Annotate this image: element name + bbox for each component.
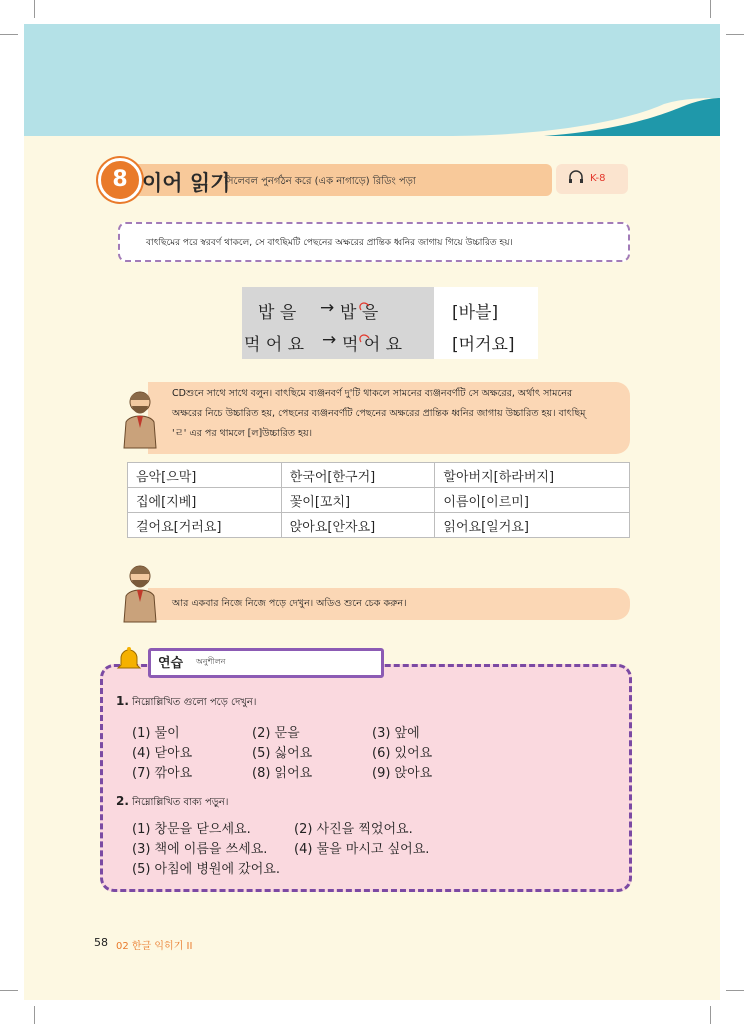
crop-mark bbox=[726, 990, 744, 991]
headphones-icon bbox=[568, 170, 584, 184]
practice-item: (6) 있어요 bbox=[372, 746, 433, 761]
practice-sentence: (1) 창문을 닫으세요. bbox=[132, 822, 251, 837]
bell-icon bbox=[116, 646, 142, 672]
practice-item: (4) 닫아요 bbox=[132, 746, 193, 761]
teacher-icon bbox=[118, 388, 162, 450]
question-prompt: নিম্নোল্লিখিত বাক্য পড়ুন। bbox=[132, 797, 229, 808]
link-arrow-icon bbox=[355, 296, 375, 354]
example-pronunciation: [바블] bbox=[452, 303, 499, 323]
practice-item: (1) 물이 bbox=[132, 726, 180, 741]
crop-mark bbox=[0, 990, 18, 991]
table-row bbox=[128, 513, 630, 538]
practice-sentence: (4) 물을 마시고 싶어요. bbox=[294, 842, 430, 857]
vocab-cell: 앉아요[안자요] bbox=[281, 513, 435, 538]
arrow: → bbox=[322, 330, 337, 350]
vocab-cell: 할아버지[하라버지] bbox=[435, 463, 630, 488]
vocab-table bbox=[127, 462, 630, 538]
question-1 bbox=[116, 694, 256, 712]
practice-item: (5) 싫어요 bbox=[252, 746, 313, 761]
chapter-label: 02 한글 익히기 II bbox=[116, 941, 193, 952]
practice-item: (2) 문을 bbox=[252, 726, 300, 741]
practice-item: (8) 읽어요 bbox=[252, 766, 313, 781]
question-2 bbox=[116, 794, 228, 812]
practice-item: (7) 깎아요 bbox=[132, 766, 193, 781]
crop-mark bbox=[0, 34, 18, 35]
arrow: → bbox=[320, 298, 335, 318]
example-source: 먹 어 요 bbox=[244, 335, 305, 355]
crop-mark bbox=[726, 34, 744, 35]
page-number: 58 bbox=[94, 936, 108, 949]
vocab-cell: 집에[지베] bbox=[128, 488, 282, 513]
question-prompt: নিম্নোল্লিখিত গুলো পড়ে দেখুন। bbox=[132, 697, 257, 708]
section-number: 8 bbox=[98, 158, 142, 202]
crop-mark bbox=[34, 0, 35, 18]
crop-mark bbox=[710, 1006, 711, 1024]
instruction-line: CDশুনে সাথে সাথে বলুন। বাৎছিমে ব্যঞ্জনবর্ণ দু'টি থাকলে সামনের ব্যঞ্জনবর্ণটি সে অক্ষরের, অর্থাৎ সামনের bbox=[172, 388, 573, 399]
vocab-cell: 음악[으막] bbox=[128, 463, 282, 488]
practice-sentence: (2) 사진을 찍었어요. bbox=[294, 822, 413, 837]
example-source: 밥 을 bbox=[258, 303, 297, 323]
vocab-cell: 이름이[이르미] bbox=[435, 488, 630, 513]
question-number: 1. bbox=[116, 694, 129, 708]
vocab-cell: 꽃이[꼬치] bbox=[281, 488, 435, 513]
vocab-cell: 한국어[한구거] bbox=[281, 463, 435, 488]
practice-sentence: (3) 책에 이름을 쓰세요. bbox=[132, 842, 268, 857]
instruction-line: অক্ষরের নিচে উচ্চারিত হয়, পেছনের ব্যঞ্জনবর্ণটি পেছনের অক্ষরের প্রান্তিক ধ্বনির জাগায় উচ্চারিত হয়। বাৎছিম্ bbox=[172, 408, 586, 419]
section-subtitle: সিলেবল পুনর্গঠন করে (এক নাগাড়ে) রিডিং পড়া bbox=[224, 176, 416, 187]
table-row bbox=[128, 488, 630, 513]
practice-sentence: (5) 아침에 병원에 갔어요. bbox=[132, 862, 280, 877]
vocab-cell: 읽어요[일거요] bbox=[435, 513, 630, 538]
practice-item: (3) 앞에 bbox=[372, 726, 420, 741]
practice-item: (9) 앉아요 bbox=[372, 766, 433, 781]
practice-label: 연습 bbox=[158, 656, 184, 671]
practice-label-sub: অনুশীলন bbox=[196, 657, 226, 666]
table-row bbox=[128, 463, 630, 488]
practice-tag bbox=[148, 648, 384, 678]
example-linked: 밥 을 bbox=[340, 303, 379, 323]
crop-mark bbox=[710, 0, 711, 18]
question-number: 2. bbox=[116, 794, 129, 808]
crop-mark bbox=[34, 1006, 35, 1024]
header-wave bbox=[24, 24, 720, 144]
example-pronunciation: [머거요] bbox=[452, 335, 515, 355]
audio-track-code: K-8 bbox=[590, 173, 606, 184]
example-linked: 먹 어 요 bbox=[342, 335, 403, 355]
vocab-cell: 걸어요[거러요] bbox=[128, 513, 282, 538]
rule-text: বাৎছিমের পরে স্বরবর্ণ থাকলে, সে বাৎছিমটি পেছনের অক্ষরের প্রান্তিক ধ্বনির জাগায় গিয়ে উচ্চারিত হয়। bbox=[146, 238, 513, 248]
teacher-icon bbox=[118, 562, 162, 624]
instruction-text: আর একবার নিজে নিজে পড়ে দেখুন। অডিও শুনে চেক করুন। bbox=[172, 598, 407, 609]
section-title: 이어 읽기 bbox=[142, 171, 231, 195]
instruction-line: 'ㄹ' এর পর থামলে [ল]উচ্চারিত হয়। bbox=[172, 428, 313, 439]
